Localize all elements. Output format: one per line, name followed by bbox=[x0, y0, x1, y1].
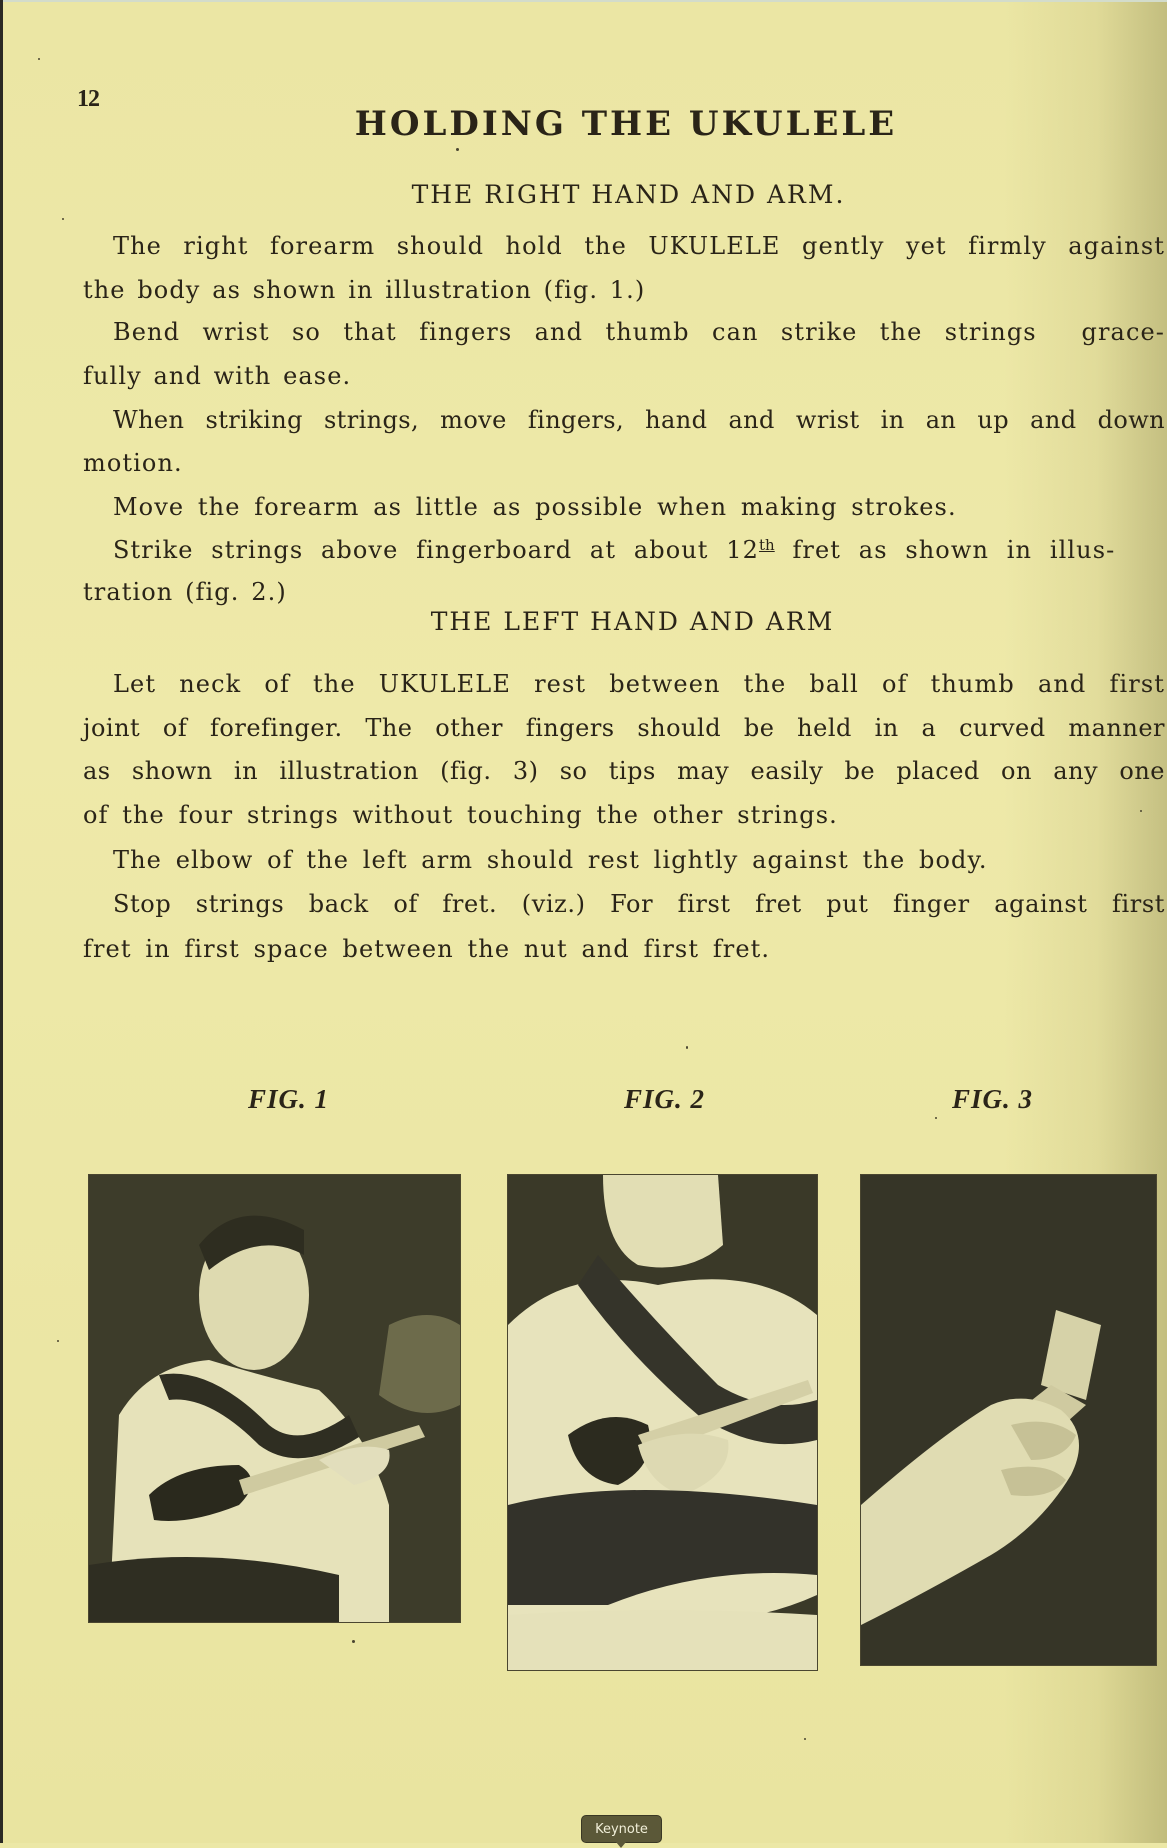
body-line-with-superscript bbox=[113, 538, 1165, 562]
page-title: HOLDING THE UKULELE bbox=[354, 104, 898, 144]
body-line: Bend wrist so that fingers and thumb can strike the strings grace- bbox=[113, 318, 1165, 346]
dust-speck bbox=[1140, 810, 1142, 812]
section-heading-left-hand: THE LEFT HAND AND ARM bbox=[430, 607, 835, 636]
body-line: joint of forefinger. The other fingers should be held in a curved manner bbox=[83, 714, 1165, 742]
figure-1-photo bbox=[88, 1174, 461, 1623]
body-line: fret in first space between the nut and first fret. bbox=[83, 935, 771, 963]
body-text: Strike strings above fingerboard at about 12 bbox=[113, 536, 760, 564]
body-line: fully and with ease. bbox=[83, 362, 352, 390]
figure-label-2: FIG. 2 bbox=[624, 1084, 706, 1114]
dust-speck bbox=[62, 218, 64, 220]
fingering-hand-photo-icon bbox=[861, 1175, 1156, 1665]
body-line: Let neck of the UKULELE rest between the ball of thumb and first bbox=[113, 670, 1165, 698]
dust-speck bbox=[686, 1046, 688, 1049]
dust-speck bbox=[804, 1738, 806, 1740]
figure-2-photo bbox=[507, 1174, 818, 1671]
dust-speck bbox=[352, 1640, 355, 1643]
ukulele-player-photo-icon bbox=[89, 1175, 460, 1622]
figure-3-photo bbox=[860, 1174, 1157, 1666]
figure-label-3: FIG. 3 bbox=[952, 1084, 1034, 1114]
dust-speck bbox=[935, 1117, 937, 1119]
body-text: fret as shown in illus- bbox=[774, 536, 1116, 564]
body-line: Stop strings back of fret. (viz.) For first fret put finger against first bbox=[113, 890, 1165, 918]
dust-speck bbox=[456, 148, 459, 151]
body-line: The right forearm should hold the UKULELE gently yet firmly against bbox=[113, 232, 1165, 260]
body-line: The elbow of the left arm should rest lightly against the body. bbox=[113, 846, 988, 874]
body-line: When striking strings, move fingers, hand and wrist in an up and down bbox=[113, 406, 1165, 434]
body-line: the body as shown in illustration (fig. 1.) bbox=[83, 276, 646, 304]
top-edge-line bbox=[0, 0, 1167, 2]
page-number: 12 bbox=[77, 86, 99, 112]
body-line: Move the forearm as little as possible when making strokes. bbox=[113, 493, 957, 521]
body-line: tration (fig. 2.) bbox=[83, 578, 287, 606]
dust-speck bbox=[38, 58, 40, 60]
body-line: motion. bbox=[83, 449, 183, 477]
page-left-edge bbox=[0, 0, 3, 1843]
keynote-tooltip: Keynote bbox=[581, 1815, 662, 1843]
superscript-th: th bbox=[759, 536, 775, 554]
body-line: as shown in illustration (fig. 3) so tips may easily be placed on any one bbox=[83, 757, 1165, 785]
figure-label-1: FIG. 1 bbox=[248, 1084, 330, 1114]
section-heading-right-hand: THE RIGHT HAND AND ARM. bbox=[411, 180, 846, 209]
body-line: of the four strings without touching the other strings. bbox=[83, 801, 838, 829]
dust-speck bbox=[57, 1340, 59, 1342]
strumming-hand-photo-icon bbox=[508, 1175, 817, 1670]
